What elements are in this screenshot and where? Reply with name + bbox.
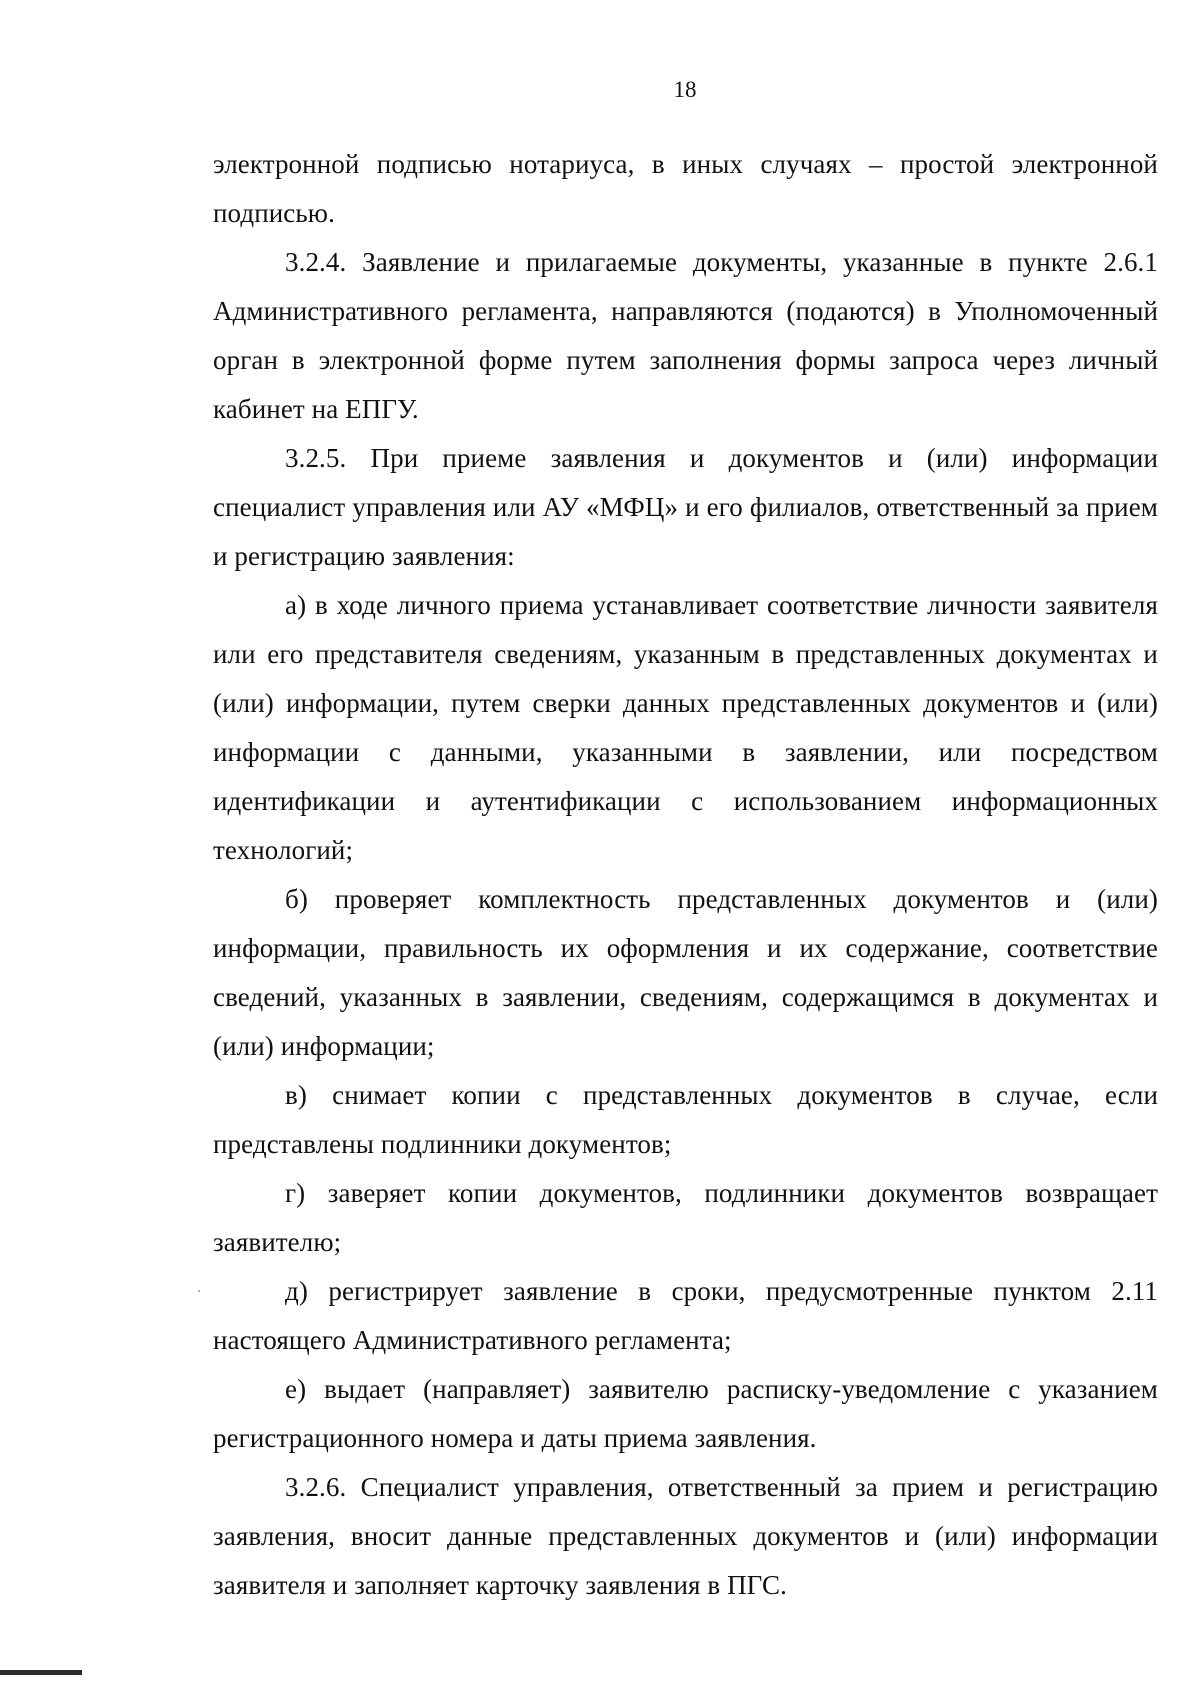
scan-speck xyxy=(198,1290,200,1292)
scan-edge-mark xyxy=(0,1670,82,1675)
document-body xyxy=(213,140,1158,1610)
paragraph-3-2-4: 3.2.4. Заявление и прилагаемые документы, указанные в пункте 2.6.1 Административного регламента, направляются (подаются) в Уполномоченный орган в электронной форме путем заполнения формы запроса через личный кабинет на ЕПГУ. xyxy=(213,247,1158,424)
list-item-d: д) регистрирует заявление в сроки, предусмотренные пунктом 2.11 настоящего Административного регламента; xyxy=(213,1276,1158,1355)
list-item-g: г) заверяет копии документов, подлинники документов возвращает заявителю; xyxy=(213,1178,1158,1257)
list-item-v: в) снимает копии с представленных документов в случае, если представлены подлинники документов; xyxy=(213,1080,1158,1159)
paragraph-3-2-6: 3.2.6. Специалист управления, ответственный за прием и регистрацию заявления, вносит данные представленных документов и (или) информации заявителя и заполняет карточку заявления в ПГС. xyxy=(213,1472,1158,1600)
paragraph-3-2-5: 3.2.5. При приеме заявления и документов и (или) информации специалист управления или АУ «МФЦ» и его филиалов, ответственный за прием и регистрацию заявления: xyxy=(213,443,1158,571)
list-item-b: б) проверяет комплектность представленных документов и (или) информации, правильность их оформления и их содержание, соответствие сведений, указанных в заявлении, сведениям, содержащимся в документах и (или) информации; xyxy=(213,884,1158,1061)
list-item-e: е) выдает (направляет) заявителю расписку-уведомление с указанием регистрационного номера и даты приема заявления. xyxy=(213,1374,1158,1453)
paragraph-continuation: электронной подписью нотариуса, в иных случаях – простой электронной подписью. xyxy=(213,149,1158,228)
list-item-a: а) в ходе личного приема устанавливает соответствие личности заявителя или его представителя сведениям, указанным в представленных документах и (или) информации, путем сверки данных представленных документов и (или) информации с данными, указанными в заявлении, или посредством идентификации и аутентификации с использованием информационных технологий; xyxy=(213,590,1158,865)
page-number: 18 xyxy=(673,77,697,102)
